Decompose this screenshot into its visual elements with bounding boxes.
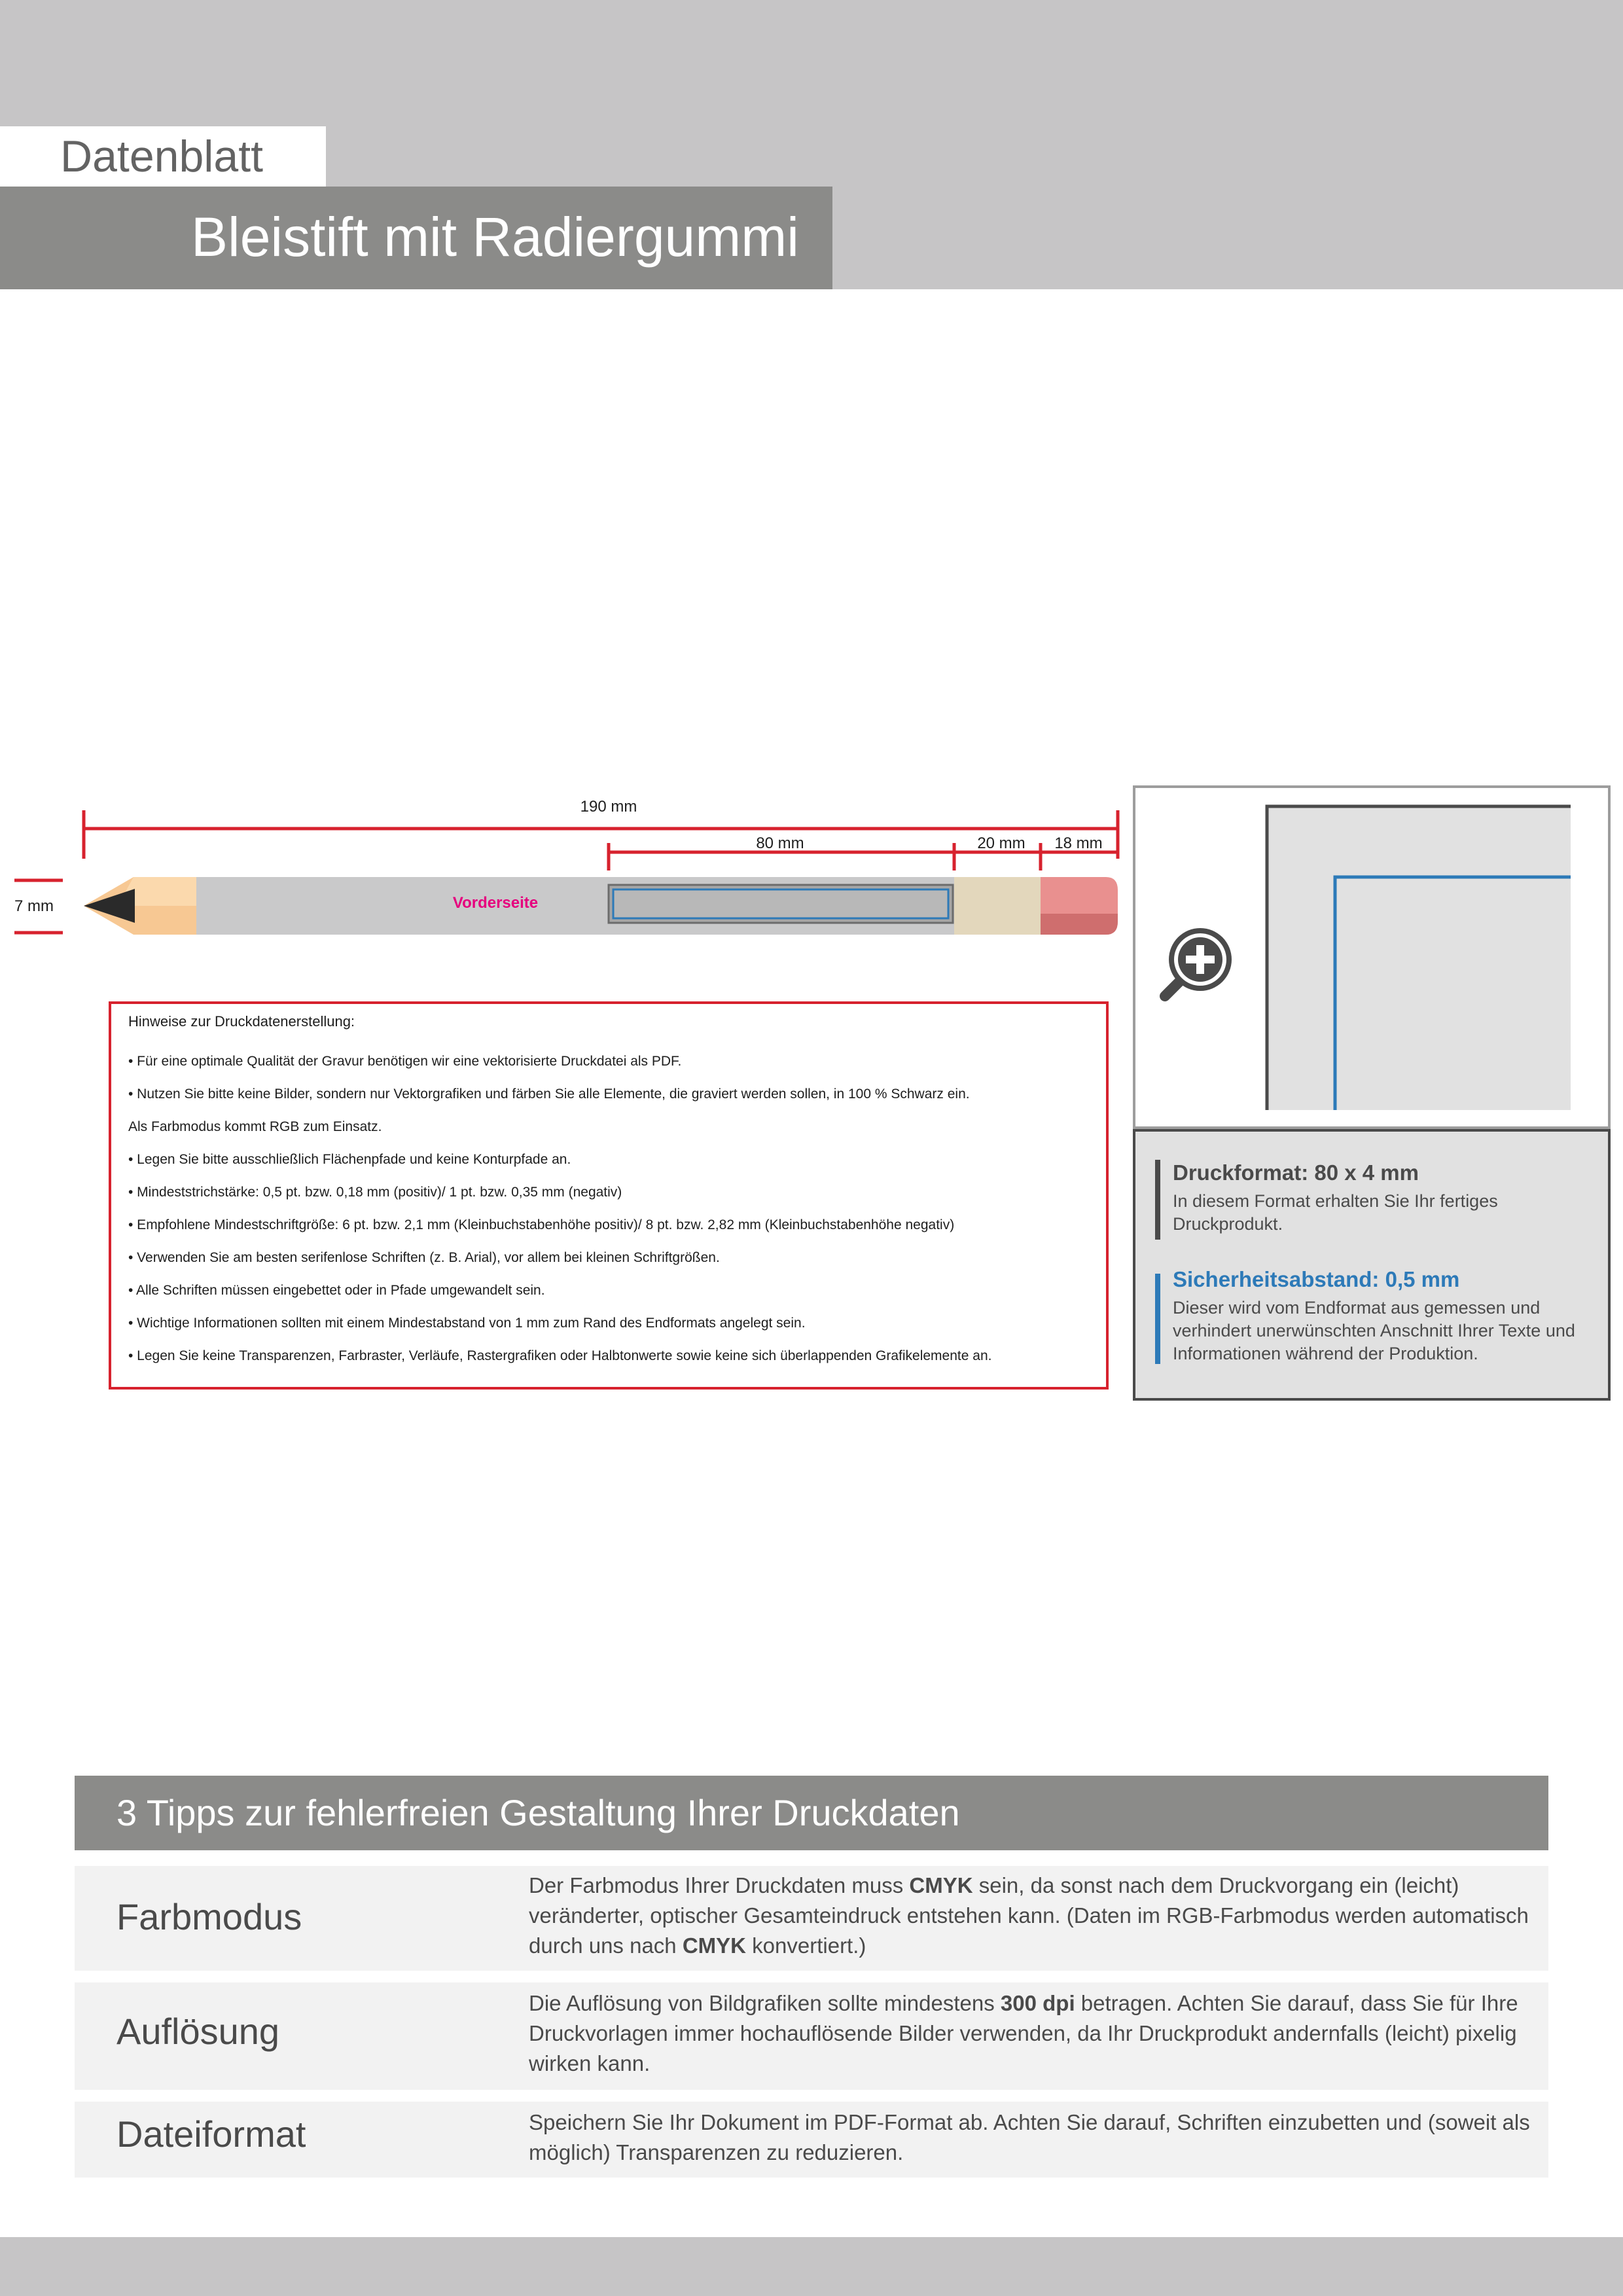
pencil-diagram (0, 772, 1126, 969)
tip-text: Speichern Sie Ihr Dokument im PDF-Format ab. Achten Sie darauf, Schriften einzubetten und (soweit als möglich) Transparenzen zu reduzieren. (529, 2110, 1530, 2164)
tip-label: Auflösung (116, 2011, 280, 2052)
safety-margin-description: Dieser wird vom Endformat aus gemessen und verhindert unerwünschten Anschnitt Ihrer Texte und Informationen während der Produktion. (1173, 1298, 1575, 1363)
tip-emphasis: CMYK (909, 1873, 973, 1897)
print-format-description: In diesem Format erhalten Sie Ihr fertiges Druckprodukt. (1173, 1191, 1498, 1234)
tip-text: Der Farbmodus Ihrer Druckdaten muss CMYK sein, da sonst nach dem Druckvorgang ein (leicht) veränderter, optischer Gesamteindruck entstehen kann. (Daten im RGB-Farbmodus werden automatisch durch uns nach CMYK konvertiert.) (529, 1873, 1529, 1958)
tips-title: 3 Tipps zur fehlerfreien Gestaltung Ihrer Druckdaten (116, 1792, 960, 1833)
hint-line: • Wichtige Informationen sollten mit einem Mindestabstand von 1 mm zum Rand des Endformats angelegt sein. (128, 1316, 806, 1331)
segment-dimensions (609, 843, 1118, 870)
hint-line: • Nutzen Sie bitte keine Bilder, sondern nur Vektorgrafiken und färben Sie alle Elemente, die graviert werden sollen, in 100 % Schwarz ein. (128, 1086, 970, 1102)
ferrule-length-label: 20 mm (977, 834, 1026, 852)
hint-line: • Legen Sie keine Transparenzen, Farbraster, Verläufe, Rastergrafiken oder Halbtonwerte sowie keine sich überlappenden Grafikelemente an. (128, 1348, 992, 1363)
tip-text: Die Auflösung von Bildgrafiken sollte mindestens 300 dpi betragen. Achten Sie darauf, dass Sie für Ihre Druckvorlagen immer hochauflösende Bilder verwenden, da Ihr Druckprodukt andernfalls (leicht) pixelig wirken kann. (529, 1991, 1518, 2075)
hint-line: • Alle Schriften müssen eingebettet oder in Pfade umgewandelt sein. (128, 1283, 545, 1298)
safety-accent-bar (1155, 1274, 1160, 1364)
datasheet-label: Datenblatt (60, 132, 263, 181)
format-detail-illustration (1135, 788, 1608, 1126)
product-title: Bleistift mit Radiergummi (191, 206, 799, 268)
eraser-length-label: 18 mm (1054, 834, 1103, 852)
hint-line: • Verwenden Sie am besten serifenlose Schriften (z. B. Arial), vor allem bei kleinen Schriftgrößen. (128, 1250, 720, 1265)
format-accent-bar (1155, 1160, 1160, 1240)
hint-line: • Empfohlene Mindestschriftgröße: 6 pt. bzw. 2,1 mm (Kleinbuchstabenhöhe positiv)/ 8 pt. bzw. 2,82 mm (Kleinbuchstabenhöhe negativ) (128, 1217, 955, 1232)
hint-line: Als Farbmodus kommt RGB zum Einsatz. (128, 1119, 382, 1134)
hint-line: • Für eine optimale Qualität der Gravur benötigen wir eine vektorisierte Druckdatei als PDF. (128, 1054, 682, 1069)
hint-line: • Mindeststrichstärke: 0,5 pt. bzw. 0,18 mm (positiv)/ 1 pt. bzw. 0,35 mm (negativ) (128, 1185, 622, 1200)
print-format-title: Druckformat: 80 x 4 mm (1173, 1160, 1419, 1185)
zoom-in-icon (1165, 928, 1232, 996)
print-hints-heading: Hinweise zur Druckdatenerstellung: (128, 1013, 355, 1030)
total-length-label: 190 mm (580, 798, 637, 816)
hint-line: • Legen Sie bitte ausschließlich Flächenpfade und keine Konturpfade an. (128, 1152, 571, 1167)
safety-margin-title: Sicherheitsabstand: 0,5 mm (1173, 1267, 1460, 1291)
side-label: Vorderseite (452, 894, 539, 912)
print-area-length-label: 80 mm (756, 834, 804, 852)
tip-emphasis: CMYK (682, 1933, 746, 1958)
tip-label: Farbmodus (116, 1896, 302, 1937)
diameter-label: 7 mm (14, 897, 54, 915)
tip-label: Dateiformat (116, 2113, 306, 2155)
footer-band (0, 2237, 1623, 2296)
tip-emphasis: 300 dpi (1000, 1991, 1075, 2015)
pencil (84, 877, 1118, 935)
